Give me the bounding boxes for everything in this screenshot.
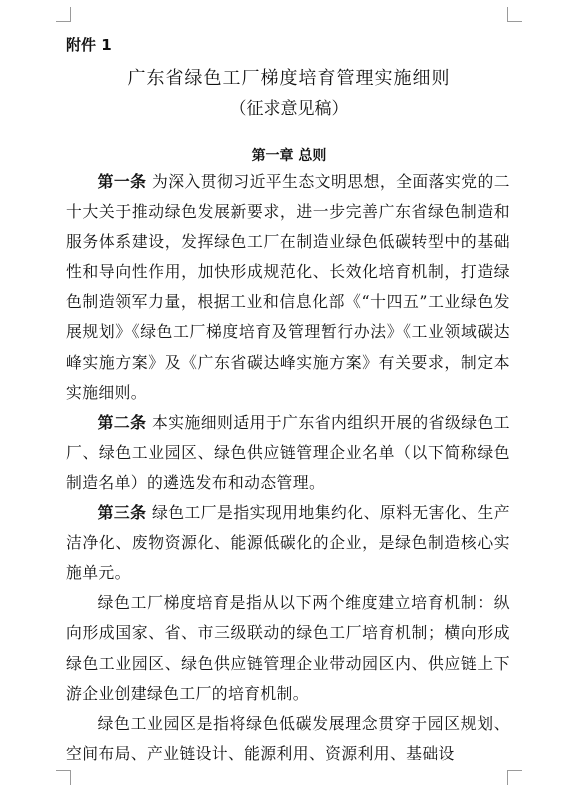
paragraph-green-industrial-park: 绿色工业园区是指将绿色低碳发展理念贯穿于园区规划、空间布局、产业链设计、能源利用、资源利用、基础设 bbox=[66, 713, 510, 763]
article-label: 第一条 bbox=[97, 172, 147, 191]
article-text: 绿色工厂是指实现用地集约化、原料无害化、生产洁净化、废物资源化、能源低碳化的企业，是绿色制造核心实施单元。 bbox=[66, 503, 510, 583]
page-corner-mark-bottom-right bbox=[507, 770, 522, 785]
article-2 bbox=[66, 408, 510, 498]
document-title: 广东省绿色工厂梯度培育管理实施细则 bbox=[127, 68, 451, 89]
paragraph-gradient-cultivation: 绿色工厂梯度培育是指从以下两个维度建立培育机制：纵向形成国家、省、市三级联动的绿色工厂培育机制；横向形成绿色工业园区、绿色供应链管理企业带动园区内、供应链上下游企业创建绿色工厂的培育机制。 bbox=[66, 593, 510, 703]
article-label: 第三条 bbox=[97, 503, 147, 523]
chapter-heading: 第一章 总则 bbox=[251, 148, 327, 164]
document-body bbox=[66, 167, 510, 769]
page-corner-mark-top-left bbox=[56, 7, 71, 22]
attachment-label: 附件 1 bbox=[66, 36, 112, 54]
document-subtitle: （征求意见稿） bbox=[229, 99, 349, 119]
page-corner-mark-top-right bbox=[507, 7, 522, 22]
article-text: 本实施细则适用于广东省内组织开展的省级绿色工厂、绿色工业园区、绿色供应链管理企业名单（以下简称绿色制造名单）的遴选发布和动态管理。 bbox=[66, 412, 510, 492]
article-1 bbox=[66, 167, 510, 408]
article-text: 为深入贯彻习近平生态文明思想，全面落实党的二十大关于推动绿色发展新要求，进一步完善广东省绿色制造和服务体系建设，发挥绿色工厂在制造业绿色低碳转型中的基础性和导向性作用，加快形成规范化、长效化培育机制，打造绿色制造领军力量，根据工业和信息化部《“十四五”工业绿色发展规划》《绿色工厂梯度培育及管理暂行办法》《工业领域碳达峰实施方案》及《广东省碳达峰实施方案》有关要求，制定本实施细则。 bbox=[66, 172, 510, 402]
article-label: 第二条 bbox=[97, 412, 147, 432]
page-corner-mark-bottom-left bbox=[56, 770, 71, 785]
article-3 bbox=[66, 498, 510, 588]
